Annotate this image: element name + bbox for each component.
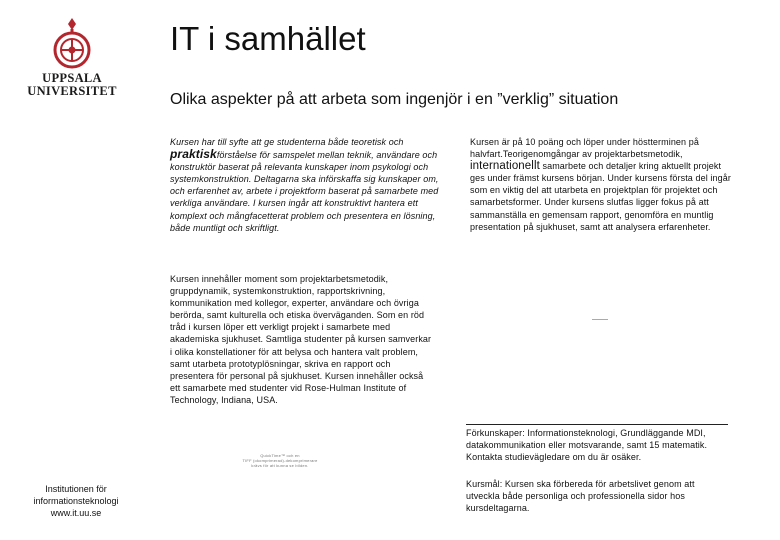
institution-line-1: Institutionen för xyxy=(45,484,107,494)
course-structure-emphasis: internationellt xyxy=(470,160,540,173)
course-content-text: Kursen innehåller moment som projektarbetsmetodik, gruppdynamik, systemkonstruktion, rapportskrivning, kommunikation med kollegor, experter, användare och övriga berörda, samt kulturella och etiska överväganden. Som en röd tråd i kursen löper ett verkligt projekt i samarbete med akademiska sjukhuset. Samtliga studenter på kursen samverkar i olika konstellationer för att belysa och hantera valt problem, samt utarbeta prototyplösningar, skriva en rapport och presentera för personal på sjukhuset. Kursen innehåller också ett samarbete med studenter vid Rose-Hulman Institute of Technology, Indiana, USA. xyxy=(170,274,432,405)
course-purpose-text xyxy=(170,136,440,234)
page-subtitle: Olika aspekter på att arbeta som ingenjör i en ”verklig” situation xyxy=(170,91,619,108)
prerequisites-text: Förkunskaper: Informationsteknologi, Grundläggande MDI, datakommunikation eller motsvarande, samt 15 matematik. Kontakta studievägledare om du är osäker. xyxy=(466,424,728,463)
institution-website-link[interactable]: www.it.uu.se xyxy=(50,508,102,519)
university-logo xyxy=(16,16,128,108)
course-structure-text xyxy=(470,136,732,233)
placeholder-line-1: QuickTime™ och en xyxy=(260,453,300,458)
page-title: IT i samhället xyxy=(170,20,366,57)
institution-info xyxy=(14,483,138,520)
course-purpose-post: förståelse för samspelet mellan teknik, användare och konstruktör baserat på relevanta kunskaper inom psykologi och systemkonstruktion. Deltagarna ska införskaffa sig kunskaper om, och erfarenhet av, arbete i projektform baserat på samarbete med verkliga användare. I kursen ingår att konstruktivt hantera ett komplext och mångfacetterat problem och presentera en lösning, både muntligt och skriftligt. xyxy=(170,150,439,233)
uppsala-seal-icon xyxy=(50,16,94,72)
course-purpose-emphasis: praktisk xyxy=(170,147,217,162)
course-structure-post: samarbete och detaljer kring aktuellt projekt ges under främst kursens början. Under kursens första del ingår som en viktig del att utarbeta en projektplan för projektet och samarbetsformer. Under kursens slutfas ligger fokus på att sammanställa en gemensam rapport, genomföra en muntlig presentation på sjukhuset, samt att analysera erfarenheter. xyxy=(470,161,731,232)
course-structure-pre: Kursen är på 10 poäng och löper under höstterminen på halvfart.Teorigenomgångar av projektarbetsmetodik, xyxy=(470,137,699,160)
missing-image-placeholder xyxy=(224,453,336,468)
course-purpose-pre: Kursen har till syfte att ge studenterna både teoretisk och xyxy=(170,137,404,147)
institution-line-2: informationsteknologi xyxy=(33,496,119,507)
logo-line-universitet: UNIVERSITET xyxy=(27,84,117,98)
placeholder-line-2: TIFF (okomprimerad)-dekomprimerare xyxy=(242,458,318,463)
course-goal-text: Kursmål: Kursen ska förbereda för arbetslivet genom att utveckla både personliga och professionella sidor hos kursdeltagarna. xyxy=(466,479,695,514)
logo-line-uppsala: UPPSALA xyxy=(42,71,102,85)
placeholder-line-3: krävs för att kunna se bilden. xyxy=(251,463,309,468)
divider-mark xyxy=(592,319,608,320)
